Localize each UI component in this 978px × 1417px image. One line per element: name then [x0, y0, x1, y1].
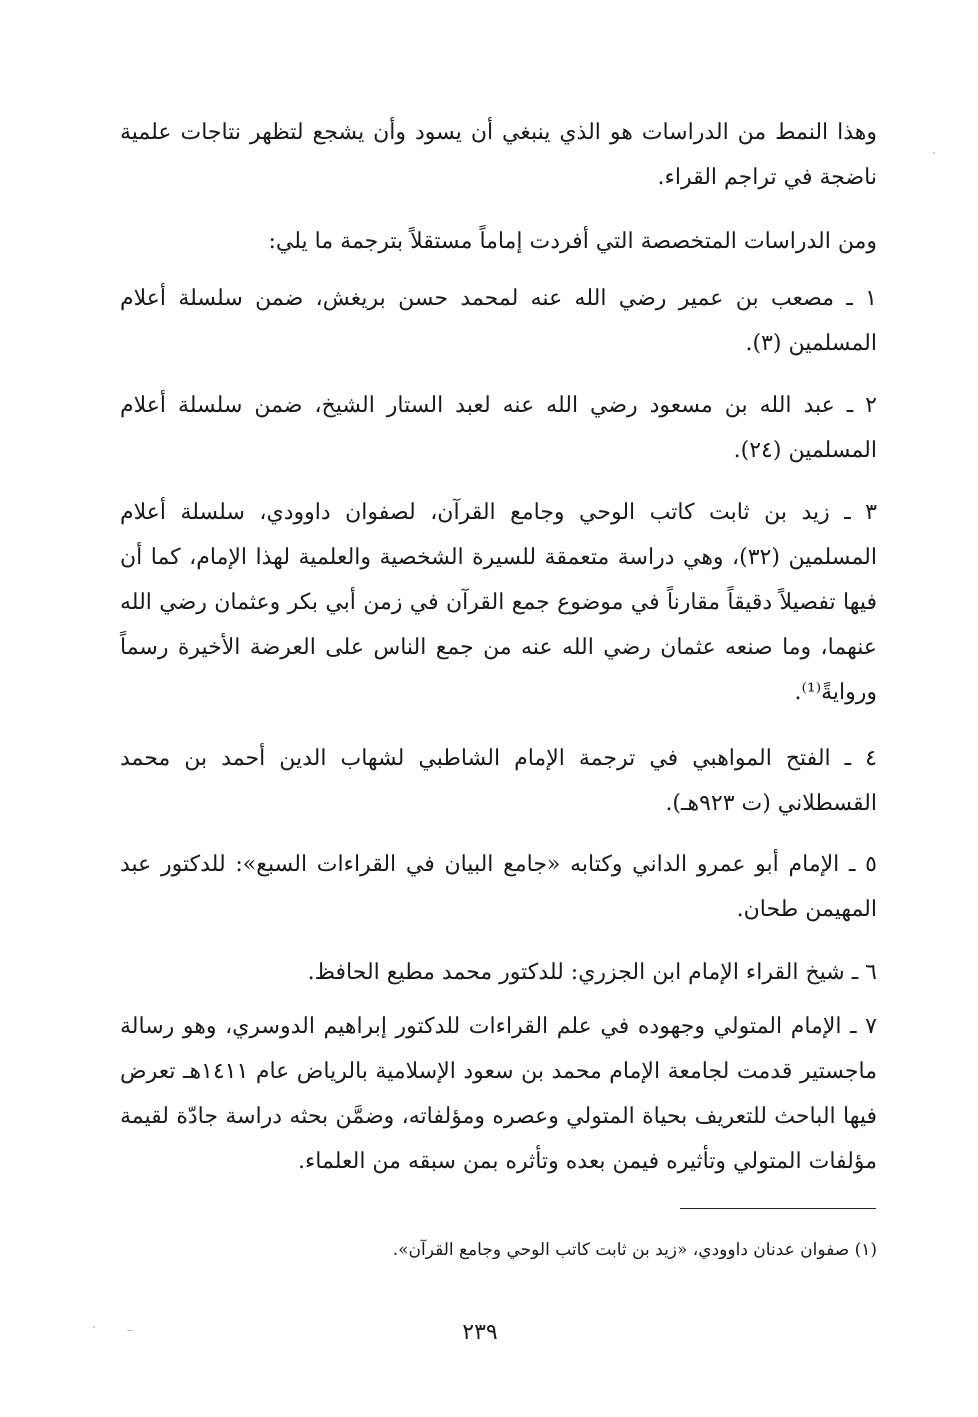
page-number: ٢٣٩: [462, 1320, 498, 1345]
paragraph-list-lead: ومن الدراسات المتخصصة التي أفردت إماماً مستقلاً بترجمة ما يلي:: [268, 229, 877, 254]
scan-speck: [933, 152, 935, 154]
list-item-5: ٥ ـ الإمام أبو عمرو الداني وكتابه «جامع البيان في القراءات السبع»: للدكتور عبد المهيمن طحان.: [120, 852, 877, 922]
list-item-7: ٧ ـ الإمام المتولي وجهوده في علم القراءات للدكتور إبراهيم الدوسري، وهو رسالة ماجستير قدمت لجامعة الإمام محمد بن سعود الإسلامية بالرياض عام ١٤١١هـ تعرض فيها الباحث للتعريف بحياة المتولي وعصره ومؤلفاته، وضمَّن بحثه دراسة جادّة لقيمة مؤلفات المتولي وتأثيره فيمن بعده وتأثره بمن سبقه من العلماء.: [120, 1014, 878, 1174]
scan-speck: [93, 1326, 95, 1328]
list-item-6: ٦ ـ شيخ القراء الإمام ابن الجزري: للدكتور محمد مطيع الحافظ.: [307, 960, 877, 985]
paragraph-intro: وهذا النمط من الدراسات هو الذي ينبغي أن يسود وأن يشجع لتظهر نتاجات علمية ناضجة في تراجم القراء.: [120, 120, 877, 190]
footnote-divider: [680, 1208, 876, 1209]
list-item-4: ٤ ـ الفتح المواهبي في ترجمة الإمام الشاطبي لشهاب الدين أحمد بن محمد القسطلاني (ت ٩٢٣هـ).: [120, 746, 877, 816]
footnote: (١) صفوان عدنان داوودي، «زيد بن ثابت كاتب الوحي وجامع القرآن».: [392, 1240, 877, 1260]
scan-speck: [127, 1330, 133, 1331]
list-item-1: ١ ـ مصعب بن عمير رضي الله عنه لمحمد حسن بريغش، ضمن سلسلة أعلام المسلمين (٣).: [120, 286, 877, 356]
list-item-3: ٣ ـ زيد بن ثابت كاتب الوحي وجامع القرآن، لصفوان داوودي، سلسلة أعلام المسلمين (٣٢)، وهي دراسة متعمقة للسيرة الشخصية والعلمية لهذا الإمام، كما أن فيها تفصيلاً دقيقاً مقارناً في موضوع جمع القرآن في زمن أبي بكر وعثمان رضي الله عنهما، وما صنعه عثمان رضي الله عنه من جمع الناس على العرضة الأخيرة رسماً وروايةً⁽¹⁾.: [120, 500, 878, 705]
list-item-2: ٢ ـ عبد الله بن مسعود رضي الله عنه لعبد الستار الشيخ، ضمن سلسلة أعلام المسلمين (٢٤).: [120, 393, 877, 463]
